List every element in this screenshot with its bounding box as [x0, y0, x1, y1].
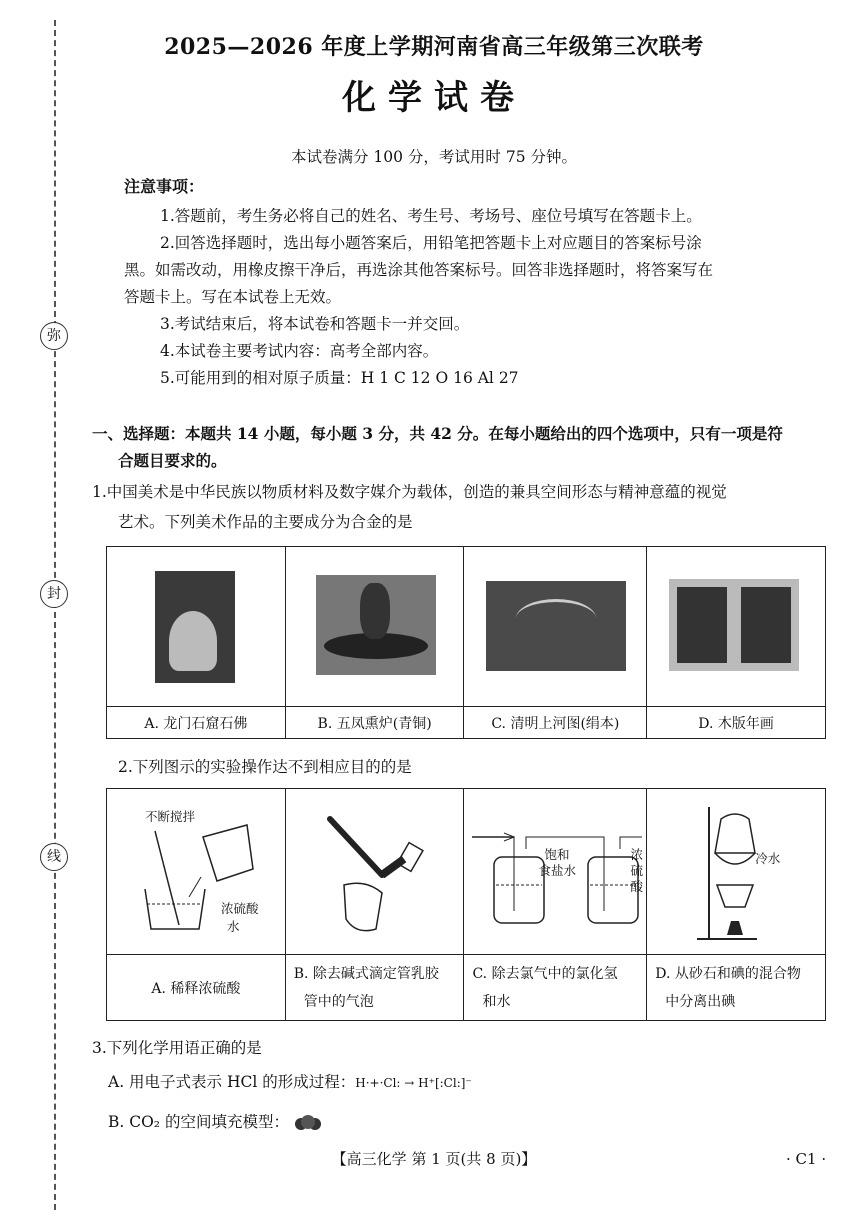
exam-title-line2: 化学试卷 — [342, 78, 526, 118]
q1-stem-line1: 1.中国美术是中华民族以物质材料及数字媒介为载体，创造的兼具空间形态与精神意蕴的视觉 — [92, 483, 727, 501]
section1-text-b: 在每小题给出的四个选项中，只有一项是符 — [488, 424, 783, 443]
q2-option-a — [107, 955, 286, 1021]
label-conc-3: 酸 — [630, 879, 643, 894]
q1-option-b: B. 五凤熏炉(青铜) — [285, 707, 464, 739]
q1-image-cell-a — [107, 547, 286, 707]
label-brine: 食盐水 — [538, 863, 576, 878]
q2-option-b-line1: B. 除去碱式滴定管乳胶 — [293, 965, 439, 982]
bronze-censer-photo — [316, 575, 436, 675]
hcl-formation-formula: H·+·Cl: → H⁺[:Cl:]⁻ — [355, 1076, 472, 1090]
label-water: 水 — [227, 919, 240, 934]
q1-options-table — [106, 546, 826, 739]
co2-space-filling-model — [294, 1113, 322, 1133]
q2-option-d-line1: D. 从砂石和碘的混合物 — [655, 965, 801, 982]
q2-option-c-line2: 和水 — [482, 993, 511, 1010]
q3-stem: 3.下列化学用语正确的是 — [92, 1039, 262, 1057]
q1-option-a: A. 龙门石窟石佛 — [107, 707, 286, 739]
section1-text-a: 一、选择题：本题共 14 小题，每小题 3 分，共 42 分。 — [92, 424, 489, 443]
q2-diagram-cell-b — [285, 789, 464, 955]
note-item: 5.可能用到的相对原子质量：H 1 C 12 O 16 Al 27 — [160, 369, 519, 387]
burette-bubble-diagram — [286, 789, 464, 955]
q1-image-cell-c — [464, 547, 647, 707]
q3-option-b — [108, 1110, 322, 1134]
q2-options-table — [106, 788, 826, 1021]
q1-option-d: D. 木版年画 — [647, 707, 826, 739]
q2-option-d — [647, 955, 826, 1021]
q2-option-c — [464, 955, 647, 1021]
exam-subtitle: 本试卷满分 100 分，考试用时 75 分钟。 — [290, 148, 578, 166]
stone-buddha-photo — [155, 571, 235, 683]
dilute-acid-diagram — [107, 789, 285, 955]
note-item: 答题卡上。写在本试卷上无效。 — [124, 288, 342, 306]
sublimation-diagram — [647, 789, 825, 955]
label-stir: 不断搅拌 — [145, 809, 196, 824]
q1-option-c: C. 清明上河图(绢本) — [464, 707, 647, 739]
page-footer: 【高三化学 第 1 页(共 8 页)】 — [331, 1150, 537, 1168]
q2-option-a-line1: A. 稀释浓硫酸 — [151, 980, 241, 997]
woodblock-print-photo — [669, 579, 799, 671]
margin-seal-feng: 封 — [40, 580, 68, 608]
qingming-scroll-photo — [486, 581, 626, 671]
q2-diagram-cell-c — [464, 789, 647, 955]
note-item: 4.本试卷主要考试内容：高考全部内容。 — [160, 342, 439, 360]
label-cold-water: 冷水 — [755, 851, 781, 866]
q2-option-c-line1: C. 除去氯气中的氯化氢 — [472, 965, 618, 982]
q3-option-b-text: B. CO₂ 的空间填充模型： — [108, 1113, 289, 1131]
page-code: · C1 · — [786, 1150, 827, 1168]
q2-diagram-cell-d — [647, 789, 826, 955]
exam-title-line1: 2025—2026 年度上学期河南省高三年级第三次联考 — [164, 34, 704, 60]
notes-heading: 注意事项： — [124, 177, 205, 196]
q2-option-b-line2: 管中的气泡 — [303, 993, 374, 1010]
note-item: 2.回答选择题时，选出每小题答案后，用铅笔把答题卡上对应题目的答案标号涂 — [160, 234, 702, 252]
label-saturated: 饱和 — [544, 847, 570, 862]
q1-image-cell-d — [647, 547, 826, 707]
label-conc-2: 硫 — [630, 863, 643, 878]
q2-option-d-line2: 中分离出碘 — [665, 993, 736, 1010]
label-conc-acid: 浓硫酸 — [221, 901, 259, 916]
margin-seal-mi: 弥 — [40, 322, 68, 350]
q2-stem: 2.下列图示的实验操作达不到相应目的的是 — [118, 758, 412, 776]
note-item: 1.答题前，考生务必将自己的姓名、考生号、考场号、座位号填写在答题卡上。 — [160, 207, 702, 225]
q2-diagram-cell-a — [107, 789, 286, 955]
margin-seal-xian: 线 — [40, 843, 68, 871]
section1-heading-cont: 合题目要求的。 — [118, 451, 227, 470]
section1-heading — [92, 422, 783, 446]
q3-option-a-text: A. 用电子式表示 HCl 的形成过程： — [108, 1073, 356, 1091]
q1-stem-line2: 艺术。下列美术作品的主要成分为合金的是 — [118, 513, 413, 531]
label-conc-1: 浓 — [630, 847, 643, 862]
q2-option-b — [285, 955, 464, 1021]
binding-margin-line — [54, 20, 56, 1210]
q1-image-cell-b — [285, 547, 464, 707]
q3-option-a — [108, 1070, 472, 1095]
note-item: 黑。如需改动，用橡皮擦干净后，再选涂其他答案标号。回答非选择题时，将答案写在 — [124, 261, 714, 279]
note-item: 3.考试结束后，将本试卷和答题卡一并交回。 — [160, 315, 470, 333]
